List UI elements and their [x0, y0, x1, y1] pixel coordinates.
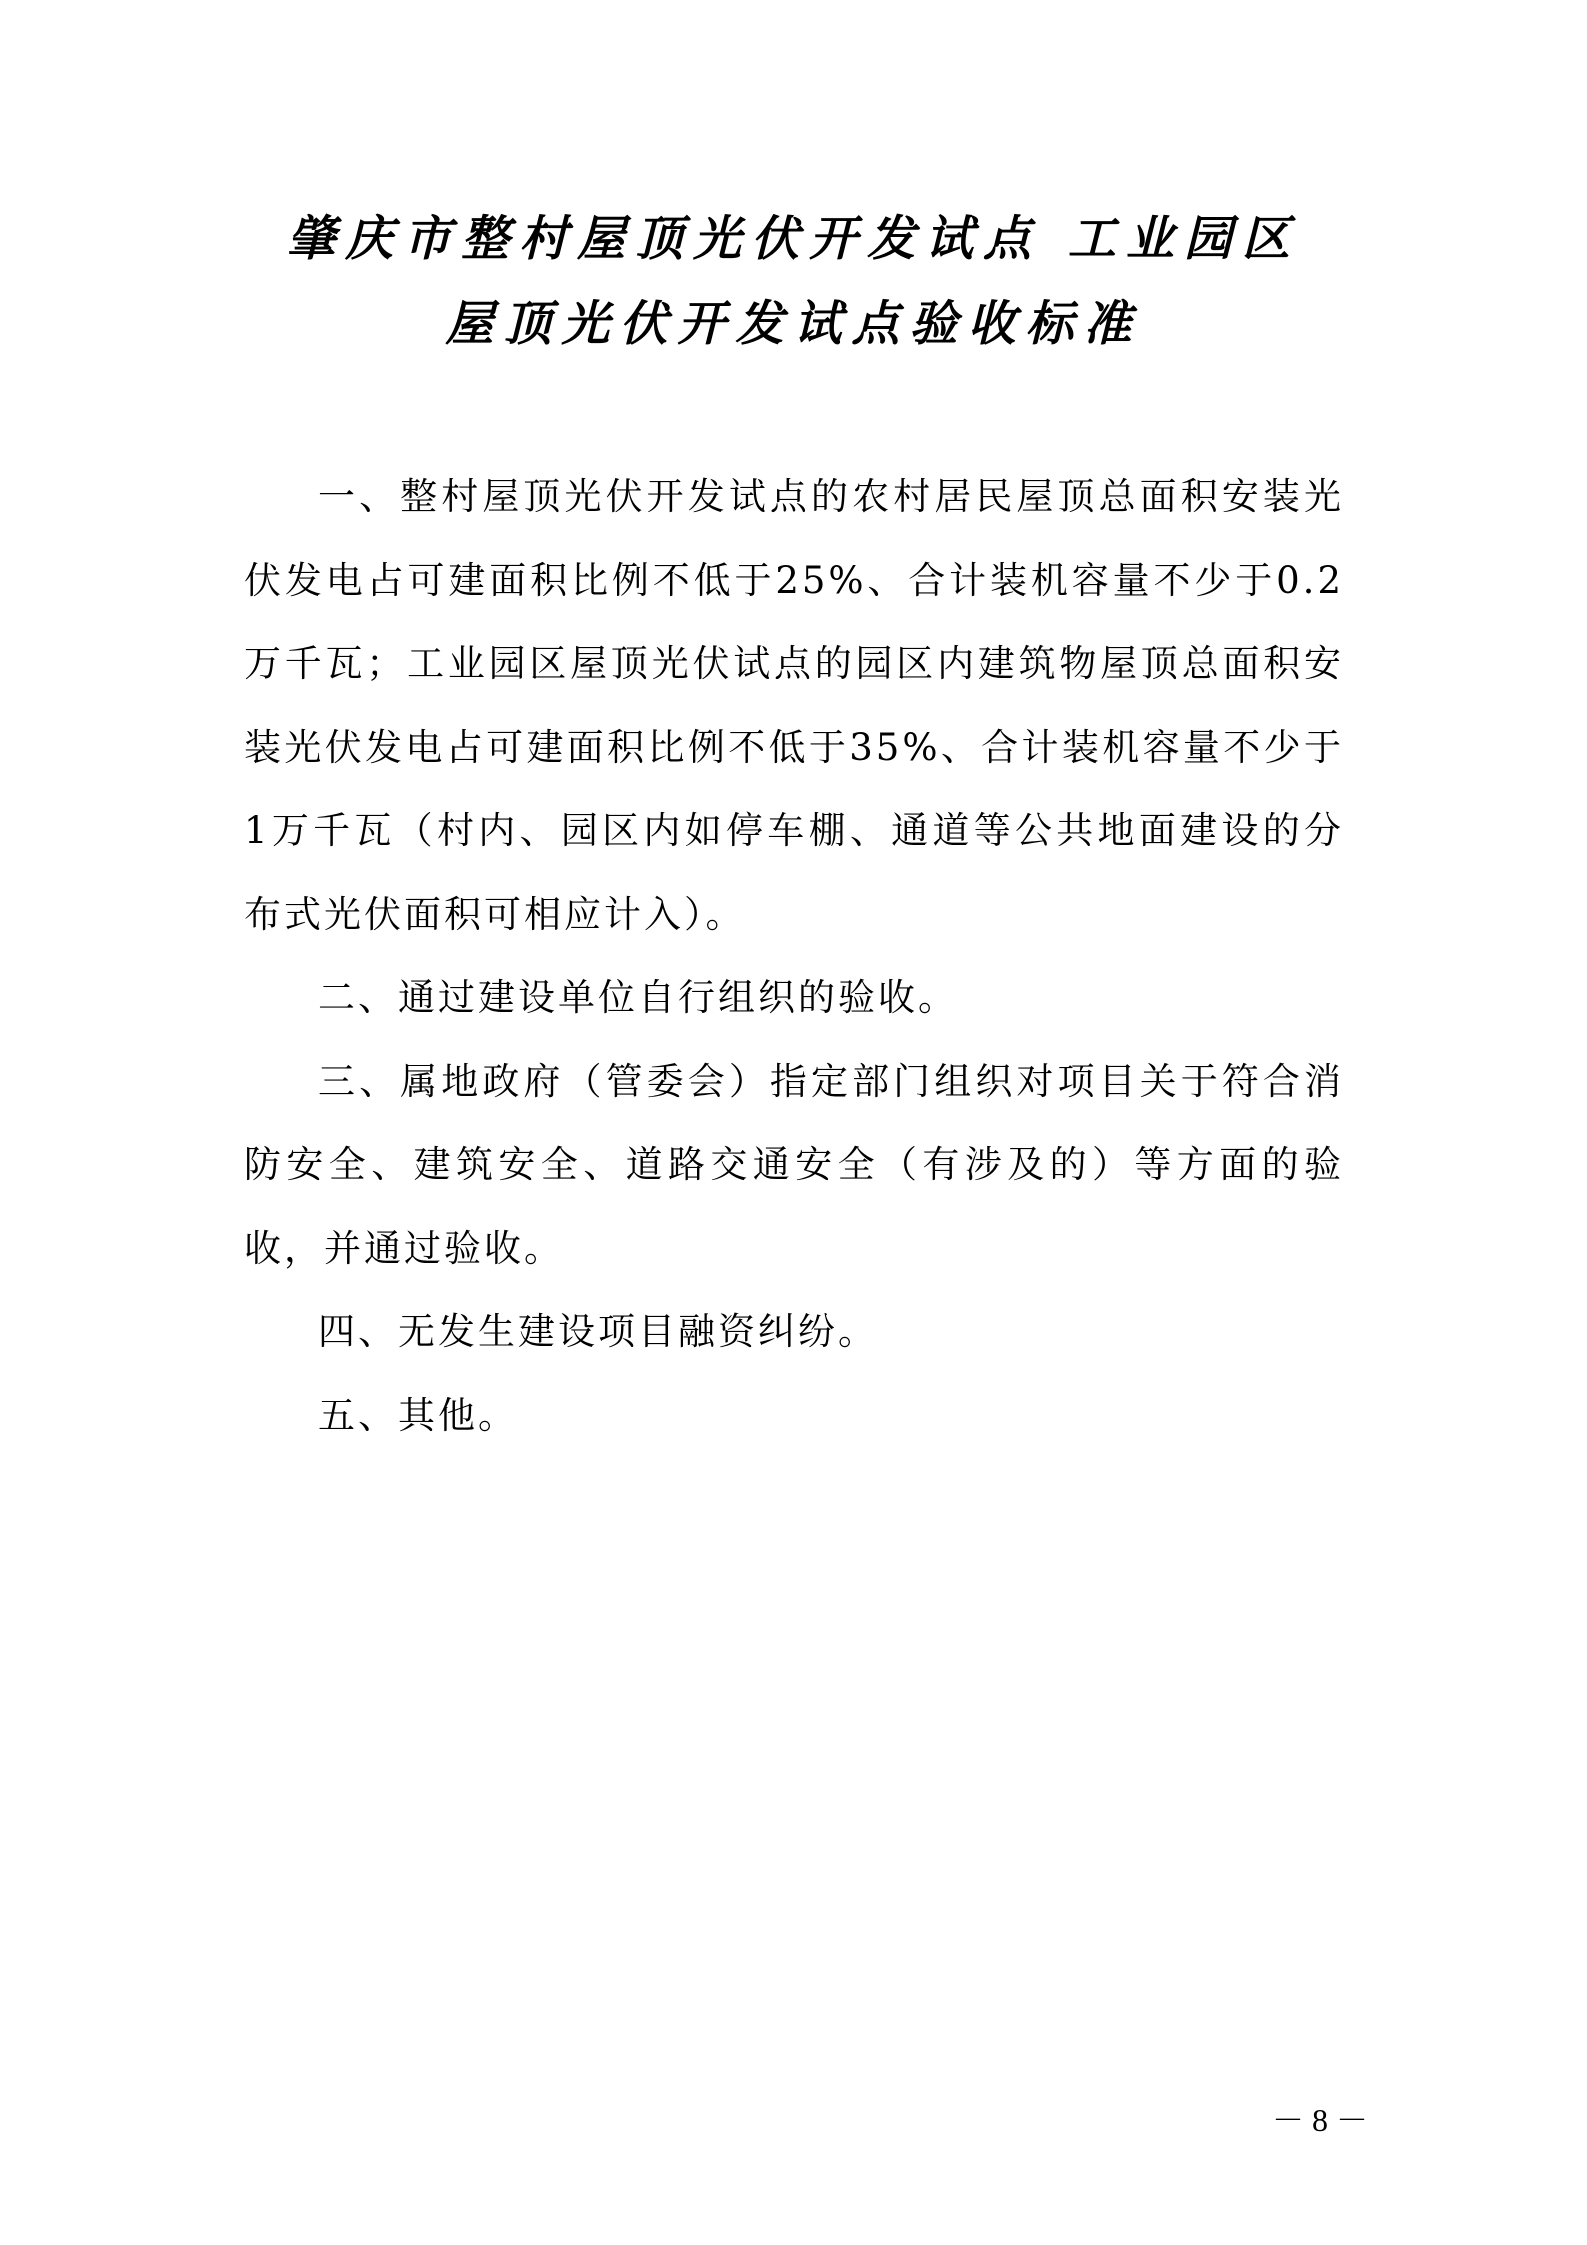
document-title-line-1: 肇庆市整村屋顶光伏开发试点 工业园区: [287, 211, 1300, 267]
paragraph-2: 二、通过建设单位自行组织的验收。: [318, 976, 958, 1019]
paragraph-5: 五、其他。: [318, 1393, 518, 1437]
document-title-line-2: 屋顶光伏开发试点验收标准: [445, 296, 1142, 352]
paragraph-3: 三、属地政府（管委会）指定部门组织对项目关于符合消防安全、建筑安全、道路交通安全（有涉及的）等方面的验收，并通过验收。: [244, 1059, 1344, 1270]
document-body: [244, 455, 1344, 1457]
page-number: － 8 －: [1272, 2102, 1369, 2138]
paragraph-4: 四、无发生建设项目融资纠纷。: [318, 1310, 878, 1353]
paragraph-1: 一、整村屋顶光伏开发试点的农村居民屋顶总面积安装光伏发电占可建面积比例不低于25%、合计装机容量不少于0.2万千瓦；工业园区屋顶光伏试点的园区内建筑物屋顶总面积安装光伏发电占可建面积比例不低于35%、合计装机容量不少于1万千瓦（村内、园区内如停车棚、通道等公共地面建设的分布式光伏面积可相应计入）。: [244, 475, 1344, 936]
